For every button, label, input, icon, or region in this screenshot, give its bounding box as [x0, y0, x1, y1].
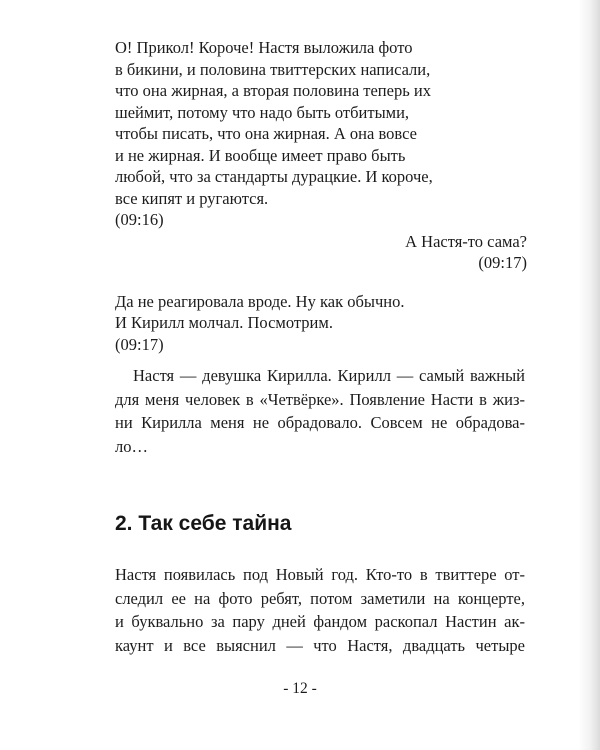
- message-line: любой, что за стандарты дурацкие. И короче,: [115, 167, 433, 186]
- paragraph-line: каунт и все выяснил — что Настя, двадцать четыре: [115, 635, 525, 655]
- paragraph-2: [115, 563, 525, 657]
- paragraph-line: Настя появилась под Новый год. Кто-то в твиттере от-: [115, 565, 525, 584]
- page-edge-shadow: [578, 0, 600, 750]
- chat-message-2: [115, 231, 527, 274]
- paragraph-1: [115, 364, 525, 458]
- paragraph-line: ни Кирилла меня не обрадовало. Совсем не обрадова-: [115, 413, 525, 432]
- chat-log: [115, 37, 527, 355]
- chat-message-1: [115, 37, 527, 231]
- message-line: И Кирилл молчал. Посмотрим.: [115, 313, 333, 332]
- message-line: чтобы писать, что она жирная. А она вовсе: [115, 124, 417, 143]
- message-line: что она жирная, а вторая половина теперь их: [115, 81, 431, 100]
- message-timestamp: (09:17): [115, 334, 164, 354]
- paragraph-line: следил ее на фото ребят, потом заметили на концерте,: [115, 588, 525, 608]
- message-line: и не жирная. И вообще имеет право быть: [115, 145, 406, 165]
- message-timestamp: (09:16): [115, 210, 164, 229]
- message-line: в бикини, и половина твиттерских написали,: [115, 59, 431, 79]
- message-line: О! Прикол! Короче! Настя выложила фото: [115, 38, 413, 57]
- paragraph-line: Настя — девушка Кирилла. Кирилл — самый важный: [133, 366, 525, 385]
- paragraph-line: ло…: [115, 436, 148, 456]
- message-line: Да не реагировала вроде. Ну как обычно.: [115, 291, 405, 311]
- message-line: А Настя-то сама?: [405, 231, 527, 251]
- section-heading: 2. Так себе тайна: [115, 512, 292, 535]
- page-number: - 12 -: [283, 680, 317, 697]
- chat-message-3: [115, 291, 527, 356]
- paragraph-line: для меня человек в «Четвёрке». Появление Насти в жиз-: [115, 389, 525, 409]
- paragraph-line: и буквально за пару дней фандом раскопал Настин ак-: [115, 612, 525, 631]
- message-line: все кипят и ругаются.: [115, 188, 269, 208]
- message-timestamp: (09:17): [478, 253, 527, 272]
- message-line: шеймит, потому что надо быть отбитыми,: [115, 102, 410, 122]
